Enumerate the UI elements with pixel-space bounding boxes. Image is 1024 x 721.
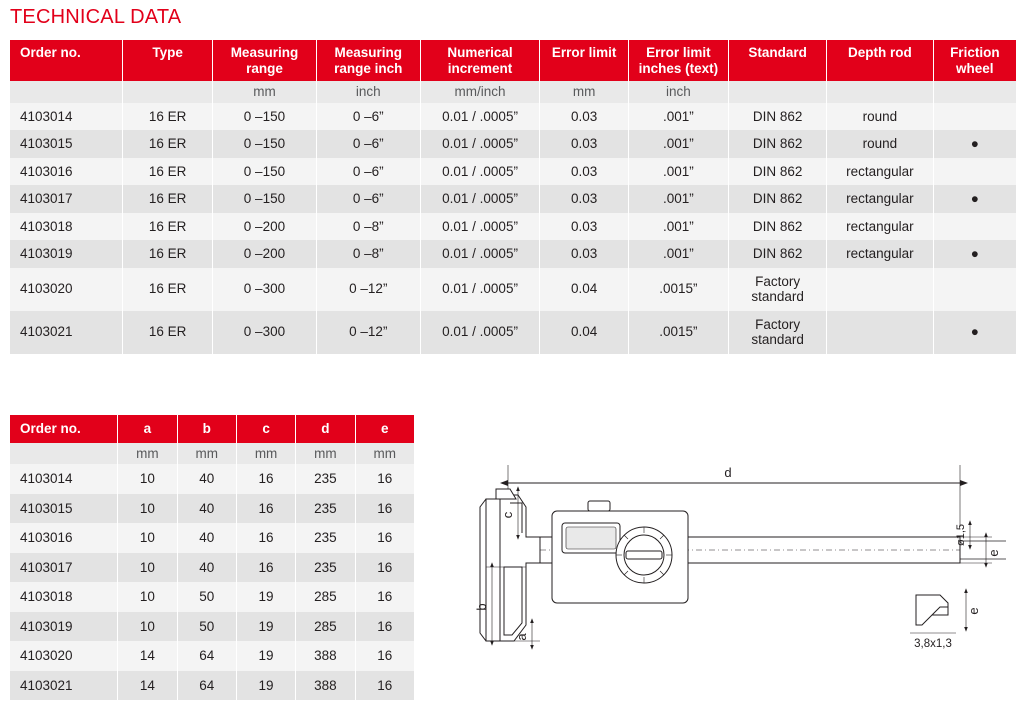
dim-column-header-c: c: [236, 415, 295, 443]
unit-order-no: [10, 81, 123, 103]
cell-friction-wheel: [933, 268, 1016, 311]
dim-table-row: [10, 464, 414, 494]
cell-measuring-range-inch: 0 –6”: [316, 103, 420, 131]
dimension-label-d: d: [724, 465, 732, 480]
cell-numerical-increment: 0.01 / .0005”: [420, 103, 540, 131]
cell-error-limit: 0.04: [540, 311, 628, 354]
dim-unit-d: mm: [296, 443, 355, 465]
caliper-technical-drawing: [470, 455, 1015, 685]
cell-standard: Factory standard: [728, 268, 826, 311]
dim-column-header-b: b: [177, 415, 236, 443]
cell-depth-rod: [827, 311, 933, 354]
dimension-label-b: b: [474, 603, 489, 611]
dim-cell-b: 40: [177, 553, 236, 583]
cell-type: 16 ER: [123, 158, 213, 186]
cell-measuring-range-inch: 0 –6”: [316, 130, 420, 158]
dim-cell-e: 16: [355, 523, 414, 553]
cell-type: 16 ER: [123, 268, 213, 311]
column-header-numerical-increment: Numerical increment: [420, 40, 540, 81]
cell-measuring-range-inch: 0 –6”: [316, 185, 420, 213]
cell-depth-rod: rectangular: [827, 213, 933, 241]
dim-cell-c: 16: [236, 494, 295, 524]
cell-standard: DIN 862: [728, 213, 826, 241]
dim-cell-a: 10: [118, 553, 177, 583]
dim-cell-c: 19: [236, 582, 295, 612]
dimension-label-e-beam: e: [986, 549, 1001, 557]
dim-column-header-d: d: [296, 415, 355, 443]
dim-cell-order-no: 4103017: [10, 553, 118, 583]
cell-order-no: 4103020: [10, 268, 123, 311]
column-header-friction-wheel: Friction wheel: [933, 40, 1016, 81]
dim-column-header-a: a: [118, 415, 177, 443]
dim-cell-d: 235: [296, 553, 355, 583]
cell-measuring-range-inch: 0 –8”: [316, 213, 420, 241]
cell-measuring-range: 0 –150: [213, 158, 317, 186]
dim-cell-c: 16: [236, 464, 295, 494]
cell-error-limit-inches: .001”: [628, 240, 728, 268]
cell-measuring-range-inch: 0 –8”: [316, 240, 420, 268]
cell-type: 16 ER: [123, 213, 213, 241]
cell-depth-rod: [827, 268, 933, 311]
table-row: [10, 158, 1016, 186]
dim-table-row: [10, 494, 414, 524]
column-header-measuring-range-inch: Measuring range inch: [316, 40, 420, 81]
dim-unit-e: mm: [355, 443, 414, 465]
cell-error-limit-inches: .001”: [628, 158, 728, 186]
column-header-depth-rod: Depth rod: [827, 40, 933, 81]
cell-numerical-increment: 0.01 / .0005”: [420, 311, 540, 354]
unit-error-limit: mm: [540, 81, 628, 103]
dimension-label-c: c: [500, 511, 515, 519]
cell-type: 16 ER: [123, 185, 213, 213]
dim-cell-b: 50: [177, 612, 236, 642]
cell-error-limit: 0.03: [540, 213, 628, 241]
cell-depth-rod: round: [827, 130, 933, 158]
cell-error-limit: 0.03: [540, 158, 628, 186]
cell-order-no: 4103017: [10, 185, 123, 213]
cell-type: 16 ER: [123, 240, 213, 268]
dim-cell-b: 50: [177, 582, 236, 612]
dim-cell-e: 16: [355, 494, 414, 524]
cell-friction-wheel: [933, 158, 1016, 186]
dim-cell-a: 10: [118, 494, 177, 524]
unit-type: [123, 81, 213, 103]
dim-cell-e: 16: [355, 612, 414, 642]
table-row: [10, 268, 1016, 311]
cell-measuring-range: 0 –150: [213, 185, 317, 213]
cell-measuring-range: 0 –300: [213, 268, 317, 311]
table-header-row: [10, 40, 1016, 81]
dim-unit-c: mm: [236, 443, 295, 465]
dim-cell-d: 235: [296, 464, 355, 494]
cell-error-limit: 0.03: [540, 185, 628, 213]
dim-cell-a: 10: [118, 464, 177, 494]
cell-error-limit: 0.04: [540, 268, 628, 311]
column-header-standard: Standard: [728, 40, 826, 81]
cell-type: 16 ER: [123, 103, 213, 131]
cell-friction-wheel: ●: [933, 130, 1016, 158]
cell-type: 16 ER: [123, 130, 213, 158]
cell-standard: DIN 862: [728, 130, 826, 158]
dim-cell-d: 235: [296, 523, 355, 553]
cell-measuring-range: 0 –200: [213, 213, 317, 241]
cell-error-limit-inches: .0015”: [628, 268, 728, 311]
cell-numerical-increment: 0.01 / .0005”: [420, 268, 540, 311]
cell-numerical-increment: 0.01 / .0005”: [420, 130, 540, 158]
cell-order-no: 4103014: [10, 103, 123, 131]
dim-cell-e: 16: [355, 671, 414, 701]
cell-order-no: 4103019: [10, 240, 123, 268]
table-row: [10, 185, 1016, 213]
dim-cell-order-no: 4103015: [10, 494, 118, 524]
technical-data-table: [10, 40, 1016, 354]
dim-cell-b: 40: [177, 523, 236, 553]
cell-error-limit-inches: .001”: [628, 213, 728, 241]
cell-standard: DIN 862: [728, 185, 826, 213]
cell-depth-rod: rectangular: [827, 185, 933, 213]
cell-friction-wheel: [933, 213, 1016, 241]
dimension-label-e-tip: e: [966, 607, 981, 615]
table-row: [10, 311, 1016, 354]
cell-standard: Factory standard: [728, 311, 826, 354]
cell-measuring-range-inch: 0 –12”: [316, 268, 420, 311]
dim-cell-order-no: 4103016: [10, 523, 118, 553]
dim-cell-d: 388: [296, 671, 355, 701]
dim-cell-order-no: 4103018: [10, 582, 118, 612]
dim-cell-d: 285: [296, 582, 355, 612]
cell-order-no: 4103016: [10, 158, 123, 186]
dim-table-row: [10, 523, 414, 553]
dim-column-header-order-no: Order no.: [10, 415, 118, 443]
column-header-error-limit-inches: Error limit inches (text): [628, 40, 728, 81]
cell-measuring-range: 0 –150: [213, 130, 317, 158]
dim-cell-d: 388: [296, 641, 355, 671]
dim-cell-d: 235: [296, 494, 355, 524]
cell-numerical-increment: 0.01 / .0005”: [420, 213, 540, 241]
dim-cell-e: 16: [355, 641, 414, 671]
dim-table-row: [10, 612, 414, 642]
cell-depth-rod: round: [827, 103, 933, 131]
dimension-label-diameter: ø1,5: [955, 523, 967, 547]
dim-table-row: [10, 641, 414, 671]
cell-error-limit: 0.03: [540, 240, 628, 268]
cell-standard: DIN 862: [728, 240, 826, 268]
dim-cell-b: 64: [177, 641, 236, 671]
cell-depth-rod: rectangular: [827, 158, 933, 186]
dim-cell-c: 19: [236, 671, 295, 701]
cell-measuring-range: 0 –150: [213, 103, 317, 131]
dim-unit-order-no: [10, 443, 118, 465]
unit-numerical-increment: mm/inch: [420, 81, 540, 103]
dim-table-row: [10, 671, 414, 701]
dim-unit-a: mm: [118, 443, 177, 465]
cell-numerical-increment: 0.01 / .0005”: [420, 185, 540, 213]
dim-cell-a: 14: [118, 641, 177, 671]
cell-order-no: 4103018: [10, 213, 123, 241]
column-header-order-no: Order no.: [10, 40, 123, 81]
dim-column-header-e: e: [355, 415, 414, 443]
dim-units-row: [10, 443, 414, 465]
cell-standard: DIN 862: [728, 103, 826, 131]
cell-friction-wheel: ●: [933, 185, 1016, 213]
cell-measuring-range: 0 –300: [213, 311, 317, 354]
dim-cell-c: 16: [236, 523, 295, 553]
dim-cell-a: 10: [118, 523, 177, 553]
cell-type: 16 ER: [123, 311, 213, 354]
dim-cell-order-no: 4103014: [10, 464, 118, 494]
dim-header-row: [10, 415, 414, 443]
unit-error-limit-inches: inch: [628, 81, 728, 103]
unit-depth-rod: [827, 81, 933, 103]
cell-measuring-range-inch: 0 –12”: [316, 311, 420, 354]
cell-error-limit-inches: .001”: [628, 103, 728, 131]
dim-cell-c: 16: [236, 553, 295, 583]
unit-standard: [728, 81, 826, 103]
cell-order-no: 4103015: [10, 130, 123, 158]
cell-error-limit-inches: .0015”: [628, 311, 728, 354]
dim-cell-order-no: 4103021: [10, 671, 118, 701]
cell-error-limit-inches: .001”: [628, 130, 728, 158]
column-header-measuring-range: Measuring range: [213, 40, 317, 81]
table-row: [10, 213, 1016, 241]
dim-cell-e: 16: [355, 553, 414, 583]
dim-cell-order-no: 4103020: [10, 641, 118, 671]
table-row: [10, 130, 1016, 158]
dim-cell-a: 14: [118, 671, 177, 701]
unit-measuring-range-inch: inch: [316, 81, 420, 103]
dim-cell-e: 16: [355, 464, 414, 494]
table-row: [10, 103, 1016, 131]
cell-standard: DIN 862: [728, 158, 826, 186]
dim-cell-b: 64: [177, 671, 236, 701]
cell-friction-wheel: ●: [933, 240, 1016, 268]
page-title: TECHNICAL DATA: [10, 6, 182, 28]
dim-cell-d: 285: [296, 612, 355, 642]
column-header-error-limit: Error limit: [540, 40, 628, 81]
dim-cell-b: 40: [177, 494, 236, 524]
dim-cell-a: 10: [118, 612, 177, 642]
cell-measuring-range-inch: 0 –6”: [316, 158, 420, 186]
caliper-drawing-svg: [470, 455, 1015, 685]
dim-table-row: [10, 582, 414, 612]
dim-unit-b: mm: [177, 443, 236, 465]
dim-cell-c: 19: [236, 612, 295, 642]
cell-error-limit-inches: .001”: [628, 185, 728, 213]
cell-friction-wheel: ●: [933, 311, 1016, 354]
table-units-row: [10, 81, 1016, 103]
table-row: [10, 240, 1016, 268]
dim-cell-e: 16: [355, 582, 414, 612]
cell-order-no: 4103021: [10, 311, 123, 354]
column-header-type: Type: [123, 40, 213, 81]
cell-error-limit: 0.03: [540, 130, 628, 158]
dimension-label-a: a: [514, 633, 529, 641]
dim-cell-order-no: 4103019: [10, 612, 118, 642]
unit-friction-wheel: [933, 81, 1016, 103]
unit-measuring-range: mm: [213, 81, 317, 103]
dimensions-table: [10, 415, 414, 700]
cell-numerical-increment: 0.01 / .0005”: [420, 158, 540, 186]
cell-error-limit: 0.03: [540, 103, 628, 131]
dim-cell-a: 10: [118, 582, 177, 612]
cell-measuring-range: 0 –200: [213, 240, 317, 268]
dim-cell-b: 40: [177, 464, 236, 494]
cell-depth-rod: rectangular: [827, 240, 933, 268]
dim-table-row: [10, 553, 414, 583]
dimension-label-tip-size: 3,8x1,3: [914, 638, 952, 650]
dim-cell-c: 19: [236, 641, 295, 671]
cell-numerical-increment: 0.01 / .0005”: [420, 240, 540, 268]
cell-friction-wheel: [933, 103, 1016, 131]
